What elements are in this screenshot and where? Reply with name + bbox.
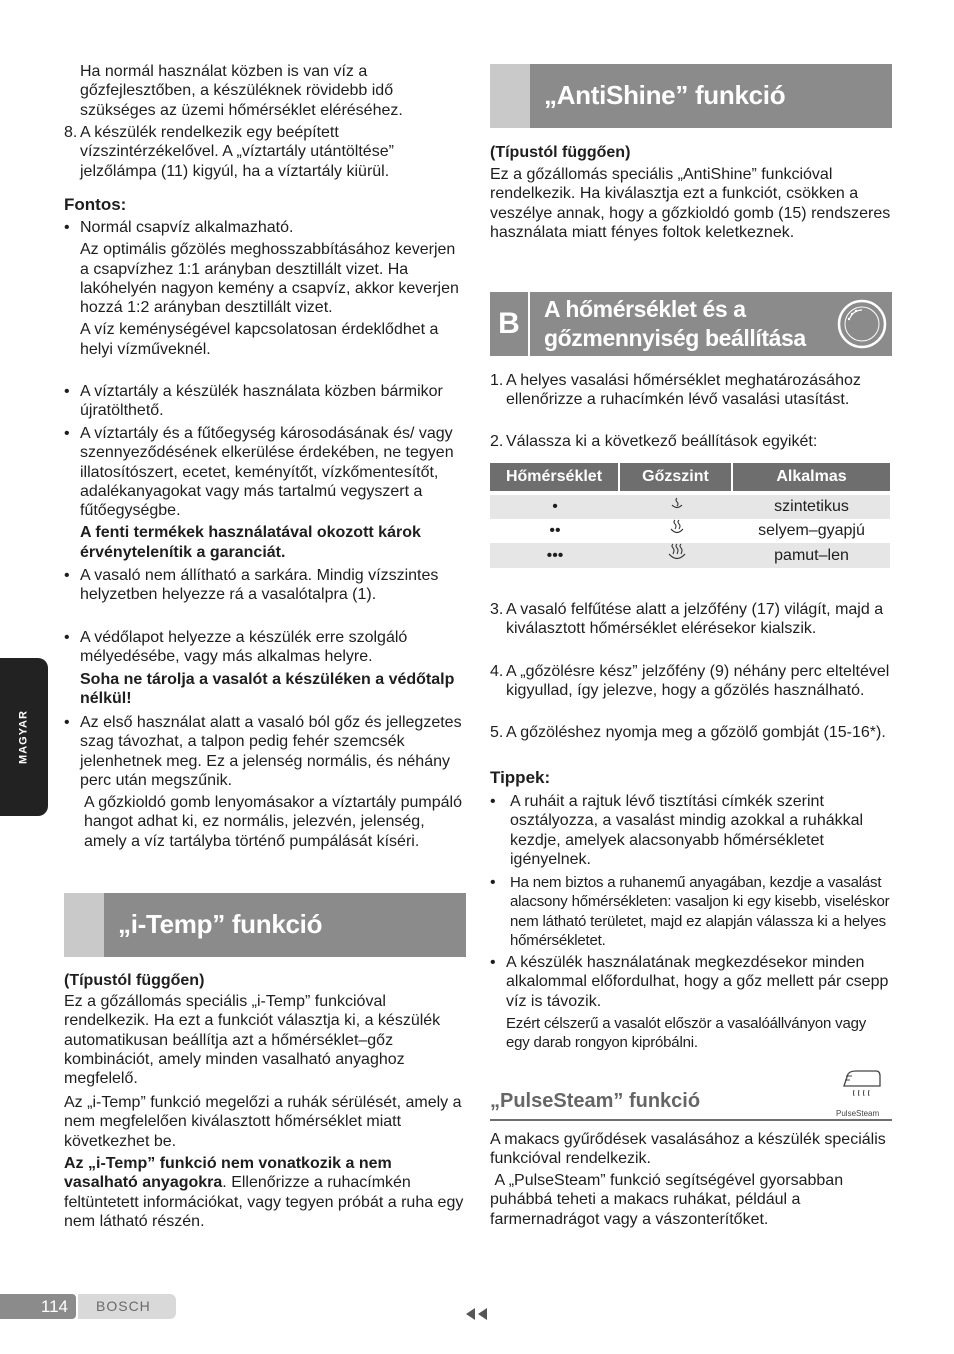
bullet-glyph: • <box>64 714 70 731</box>
settings-table <box>490 463 890 568</box>
step-5 <box>490 723 892 742</box>
step-number: 1. <box>490 372 504 389</box>
bullet-glyph: • <box>64 425 70 442</box>
bullet-item <box>64 382 466 421</box>
list-item-8 <box>64 123 466 181</box>
itemp-paragraph: Az „i-Temp” funkció megelőzi a ruhák sérülését, amely a nem megfelelően kiválasztott hőmérséklet miatt következhet be. <box>64 1094 462 1150</box>
language-side-tab <box>0 658 48 816</box>
pulsesteam-heading: „PulseSteam” funkció <box>490 1090 701 1112</box>
fontos-heading: Fontos: <box>64 195 127 214</box>
bullet-item <box>64 218 466 359</box>
table-header-row <box>490 463 890 491</box>
banner-tab <box>64 893 104 957</box>
previous-page-icon[interactable] <box>462 1306 492 1322</box>
bullet-text: A vasaló nem állítható a sarkára. Mindig vízszintes helyzetben helyezze rá a vasalótalpra (1). <box>80 567 439 604</box>
itemp-text: . Ellenőrizze a ruhacímkén feltüntetett információkat, vagy tegyen próbát a ruha egy nem látható részén. <box>64 1174 464 1230</box>
step-text: A helyes vasalási hőmérséklet meghatározásához ellenőrizze a ruhacímkén lévő vasalási utasítást. <box>506 372 861 409</box>
bullet-glyph: • <box>490 793 496 810</box>
column-header: Alkalmas <box>733 463 890 491</box>
itemp-title: „i-Temp” funkció <box>118 909 323 940</box>
steam-level-1-icon <box>669 497 685 511</box>
step-text: Válassza ki a következő beállítások egyikét: <box>506 433 818 450</box>
pulsesteam-icon <box>836 1068 882 1118</box>
bullet-glyph: • <box>64 629 70 646</box>
step-text: A „gőzölésre kész” jelzőfény (9) néhány perc elteltével kigyullad, így jelezve, hogy a gőzölés használható. <box>506 663 890 700</box>
steam-level-2-icon <box>668 519 686 537</box>
bullet-item <box>64 628 466 708</box>
step-number: 3. <box>490 601 504 618</box>
itemp-bold-text: Az „i-Temp” funkció nem vonatkozik a nem vasalható anyagokra <box>64 1155 392 1192</box>
tip-text: A ruháit a rajtuk lévő tisztítási címkék szerint osztályozza, a vasalást mindig azokkal a ruhákkal kezdje, amelyek alacsonyabb hőmérsékletet igényelnek. <box>510 793 864 868</box>
tippek-heading: Tippek: <box>490 768 551 787</box>
banner-tab <box>490 64 530 128</box>
section-b-title-line: gőzmennyiség beállítása <box>544 325 806 351</box>
table-row <box>490 495 890 519</box>
tip-item <box>490 792 892 869</box>
step-number: 4. <box>490 663 504 680</box>
section-b-title-line: A hőmérséklet és a <box>544 296 746 322</box>
fabric-cell: selyem–gyapjú <box>758 522 865 540</box>
language-label: MAGYAR <box>17 710 30 764</box>
bullet-text: A víztartály és a fűtőegység károsodásának és/ vagy szennyeződésének elkerülése érdekében, ne tegyen illatosítószert, ecetet, keményítőt, vízkőmentesítőt, adalékanyagokat vagy más tartalmú vegyszert a fűtőegységbe. <box>80 425 454 520</box>
temperature-dots: •• <box>549 522 561 540</box>
bullet-text: Normál csapvíz alkalmazható. <box>80 219 294 236</box>
step-number: 5. <box>490 724 504 741</box>
fabric-cell: szintetikus <box>733 495 890 519</box>
bullet-text: A védőlapot helyezze a készülék erre szolgáló mélyedésébe, vagy más alkalmas helyre. <box>80 629 408 666</box>
temperature-dots: ••• <box>490 543 620 568</box>
table-row <box>490 519 890 543</box>
step-text: A gőzöléshez nyomja meg a gőzölő gombját (15-16*). <box>506 724 886 741</box>
itemp-section-banner <box>64 893 466 957</box>
section-divider <box>490 1119 892 1121</box>
tip-item <box>490 873 892 950</box>
bullet-subtext: A víz keménységével kapcsolatosan érdeklődhet a helyi vízműveknél. <box>80 321 439 358</box>
tip-item <box>490 953 892 1052</box>
antishine-model-note: (Típustól függően) <box>490 144 631 161</box>
bullet-glyph: • <box>490 954 496 971</box>
table-row <box>490 543 890 568</box>
intro-paragraph: Ha normál használat közben is van víz a gőzfejlesztőben, a készüléknek rövidebb idő szükséges az üzemi hőmérséklet eléréséhez. <box>80 63 403 119</box>
pulsesteam-paragraph: A „PulseSteam” funkció segítségével gyorsabban puhábbá teheti a makacs ruhákat, például a farmernadrágot vagy a vászonterítőket. <box>490 1172 848 1228</box>
fabric-cell: pamut–len <box>733 543 890 568</box>
page-number: 114 <box>0 1294 76 1319</box>
temperature-dots: • <box>490 495 620 519</box>
tip-text: A készülék használatának megkezdésekor minden alkalommal előfordulhat, hogy a gőz mellett pár csepp víz is távozik. <box>506 954 889 1010</box>
pulsesteam-icon-label: PulseSteam <box>836 1109 880 1118</box>
list-number: 8. <box>64 124 78 141</box>
bullet-item <box>64 424 466 562</box>
bullet-subtext: Az optimális gőzölés meghosszabbításához keverjen a csapvízhez 1:1 arányban desztillált vizet. Ha lakóhelyén nagyon kemény a csapvíz, akkor keverjen hozzá 1:2 arányban desztillált vizet. <box>80 241 459 317</box>
iron-icon <box>840 1068 882 1104</box>
column-header: Gőzszint <box>620 463 733 491</box>
section-letter: B <box>490 292 530 356</box>
brand-label: BOSCH <box>78 1294 176 1319</box>
antishine-paragraph: Ez a gőzállomás speciális „AntiShine” funkcióval rendelkezik. Ha kiválasztja ezt a funkciót, csökken a veszélye annak, hogy a gőzkioldó gomb (15) rendszeres használata miatt fényes foltok keletkeznek. <box>490 166 891 241</box>
step-4 <box>490 662 892 701</box>
step-number: 2. <box>490 433 504 450</box>
step-2 <box>490 432 892 451</box>
bullet-text: Az első használat alatt a vasaló ból gőz és jellegzetes szag távozhat, a talpon pedig fehér szemcsék jelenhetnek meg. Ez a jelenség normális, és néhány perc után megszűnik. <box>80 714 462 789</box>
warning-text: Soha ne tárolja a vasalót a készüléken a védőtalp nélkül! <box>80 670 455 707</box>
section-b-banner <box>490 292 892 356</box>
itemp-model-note: (Típustól függően) <box>64 972 205 989</box>
bullet-subtext: A gőzkioldó gomb lenyomásakor a víztartály pumpáló hangot adhat ki, ez normális, jelezvén, jelenség, amely a víz tartályba történő pumpálását kíséri. <box>84 794 462 850</box>
temperature-dial-icon <box>836 298 888 350</box>
itemp-paragraph: Ez a gőzállomás speciális „i-Temp” funkcióval rendelkezik. Ha ezt a funkciót választja ki, a készülék automatikusan beállítja azt a hőmérséklet–gőz kombinációt, amely minden vasalható anyaghoz megfelelő. <box>64 993 441 1088</box>
steam-level-3-icon <box>666 543 688 563</box>
antishine-title: „AntiShine” funkció <box>544 80 786 111</box>
tip-text: Ha nem biztos a ruhanemű anyagában, kezdje a vasalást alacsony hőmérsékleten: vasaljon ki egy kisebb, viseléskor nem látható területet, majd ez alapján válassza ki a helyes hőmérsékletet. <box>510 874 890 949</box>
itemp-paragraph <box>64 1154 466 1231</box>
section-b-title <box>544 295 806 353</box>
bullet-glyph: • <box>64 383 70 400</box>
step-3 <box>490 600 892 639</box>
column-header: Hőmérséklet <box>490 463 620 491</box>
steam-level-cell <box>620 519 733 543</box>
steam-level-cell <box>620 543 733 568</box>
antishine-section-banner <box>490 64 892 128</box>
warning-text: A fenti termékek használatával okozott károk érvénytelenítik a garanciát. <box>80 524 421 561</box>
bullet-item <box>64 713 466 851</box>
bullet-item <box>64 566 466 605</box>
bullet-glyph: • <box>64 219 70 236</box>
step-text: A vasaló felfűtése alatt a jelzőfény (17) világít, majd a kiválasztott hőmérséklet elérésekor kialszik. <box>506 601 884 638</box>
step-1 <box>490 371 892 410</box>
bullet-text: A víztartály a készülék használata közben bármikor újratölthető. <box>80 383 443 420</box>
steam-level-cell <box>620 495 733 519</box>
pulsesteam-paragraph: A makacs gyűrődések vasalásához a készülék speciális funkcióval rendelkezik. <box>490 1131 886 1168</box>
list-text: A készülék rendelkezik egy beépített vízszintérzékelővel. A „víztartály utántöltése” jelzőlámpa (11) kigyúl, ha a víztartály kiürül. <box>80 124 394 180</box>
bullet-glyph: • <box>490 874 496 891</box>
bullet-glyph: • <box>64 567 70 584</box>
tip-subtext: Ezért célszerű a vasalót először a vasalóállványon vagy egy darab rongyon kipróbálni. <box>506 1014 867 1052</box>
